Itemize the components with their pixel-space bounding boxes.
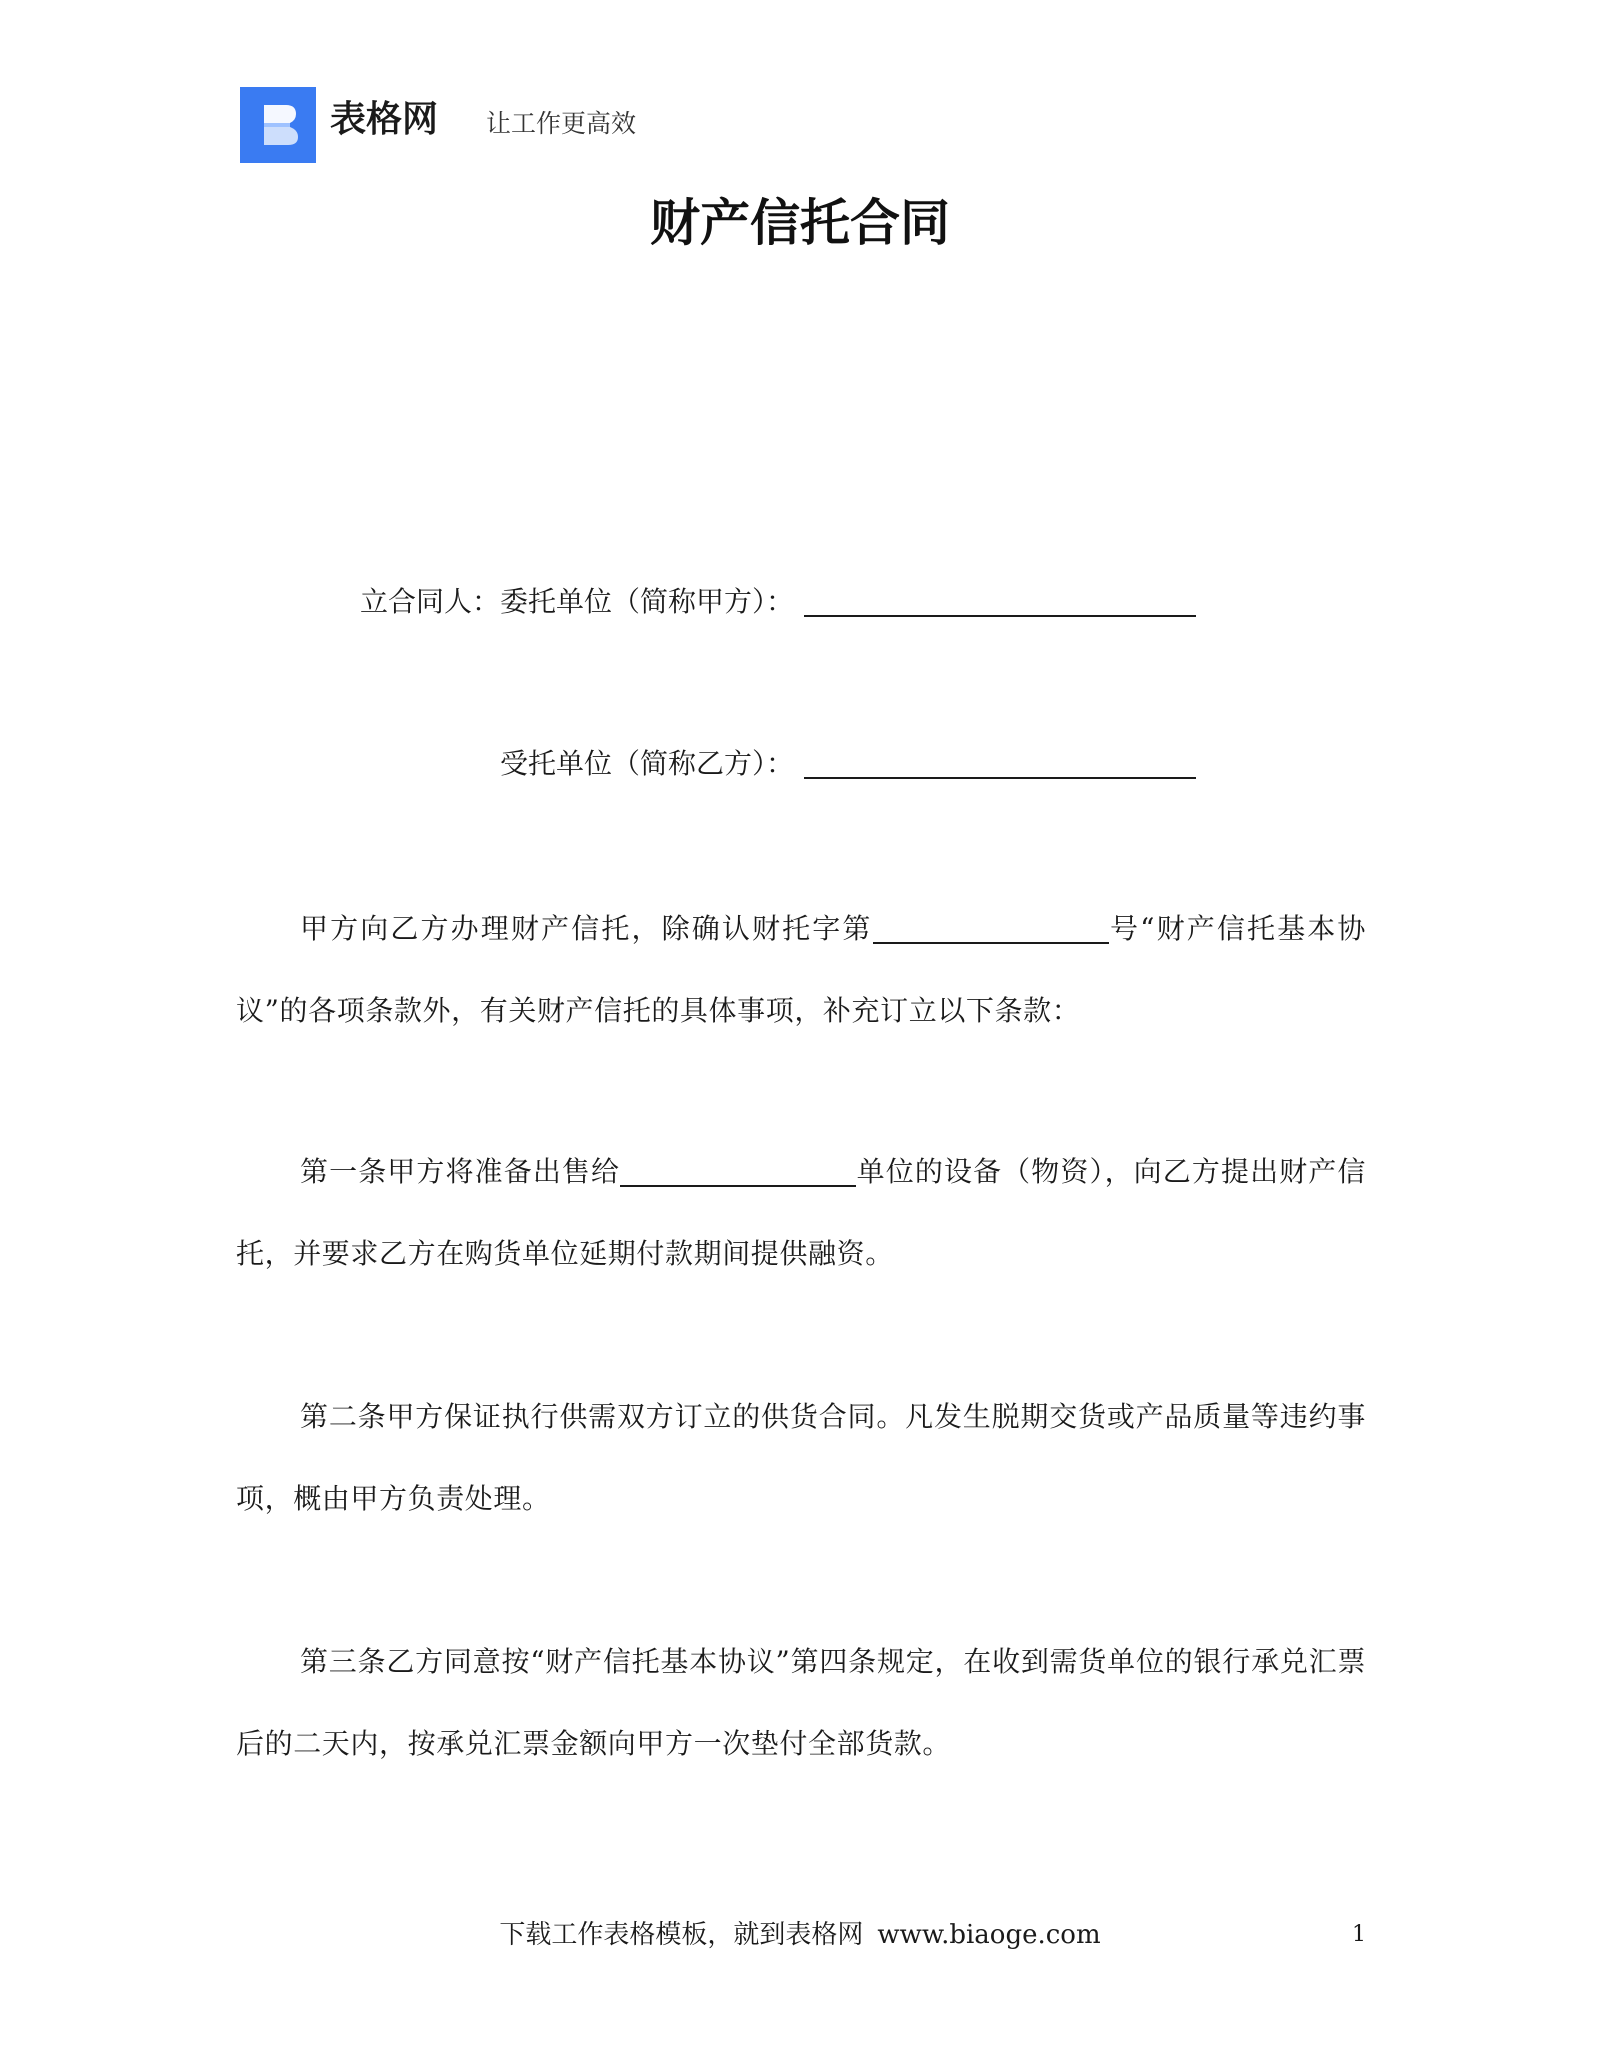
article-2-paragraph: 第二条甲方保证执行供需双方订立的供货合同。凡发生脱期交货或产品质量等违约事项，概由甲方负责处理。	[236, 1400, 1366, 1515]
brand-logo	[240, 87, 316, 163]
intro-text-start: 甲方向乙方办理财产信托，除确认财托字第	[300, 912, 873, 945]
party-b-line	[0, 744, 1196, 784]
buyer-unit-blank	[620, 1155, 856, 1187]
article-3-paragraph: 第三条乙方同意按“财产信托基本协议”第四条规定，在收到需货单位的银行承兑汇票后的二天内，按承兑汇票金额向甲方一次垫付全部货款。	[236, 1645, 1366, 1760]
party-b-label: 受托单位（简称乙方）：	[499, 747, 794, 780]
article-1-paragraph	[236, 1131, 1366, 1295]
footer-url[interactable]: www.biaoge.com	[877, 1920, 1101, 1950]
logo-icon	[240, 87, 316, 163]
agreement-number-blank	[873, 912, 1109, 944]
intro-text-end: 号“财产信托基本协议”的各项条款外，有关财产信托的具体事项，补充订立以下条款：	[236, 912, 1366, 1027]
intro-paragraph	[236, 888, 1366, 1052]
party-a-line	[0, 582, 1196, 622]
page-number: 1	[1352, 1922, 1366, 1947]
article-1-text-start: 第一条甲方将准备出售给	[300, 1155, 621, 1188]
brand-name: 表格网	[330, 99, 439, 140]
document-title: 财产信托合同	[650, 194, 950, 252]
party-a-label: 立合同人：委托单位（简称甲方）：	[359, 585, 794, 618]
footer-text: 下载工作表格模板，就到表格网	[499, 1920, 864, 1950]
article-1-text-end: 单位的设备（物资），向乙方提出财产信托，并要求乙方在购货单位延期付款期间提供融资。	[236, 1155, 1366, 1270]
party-a-blank	[804, 585, 1196, 617]
party-b-blank	[804, 747, 1196, 779]
brand-slogan: 让工作更高效	[486, 109, 637, 138]
